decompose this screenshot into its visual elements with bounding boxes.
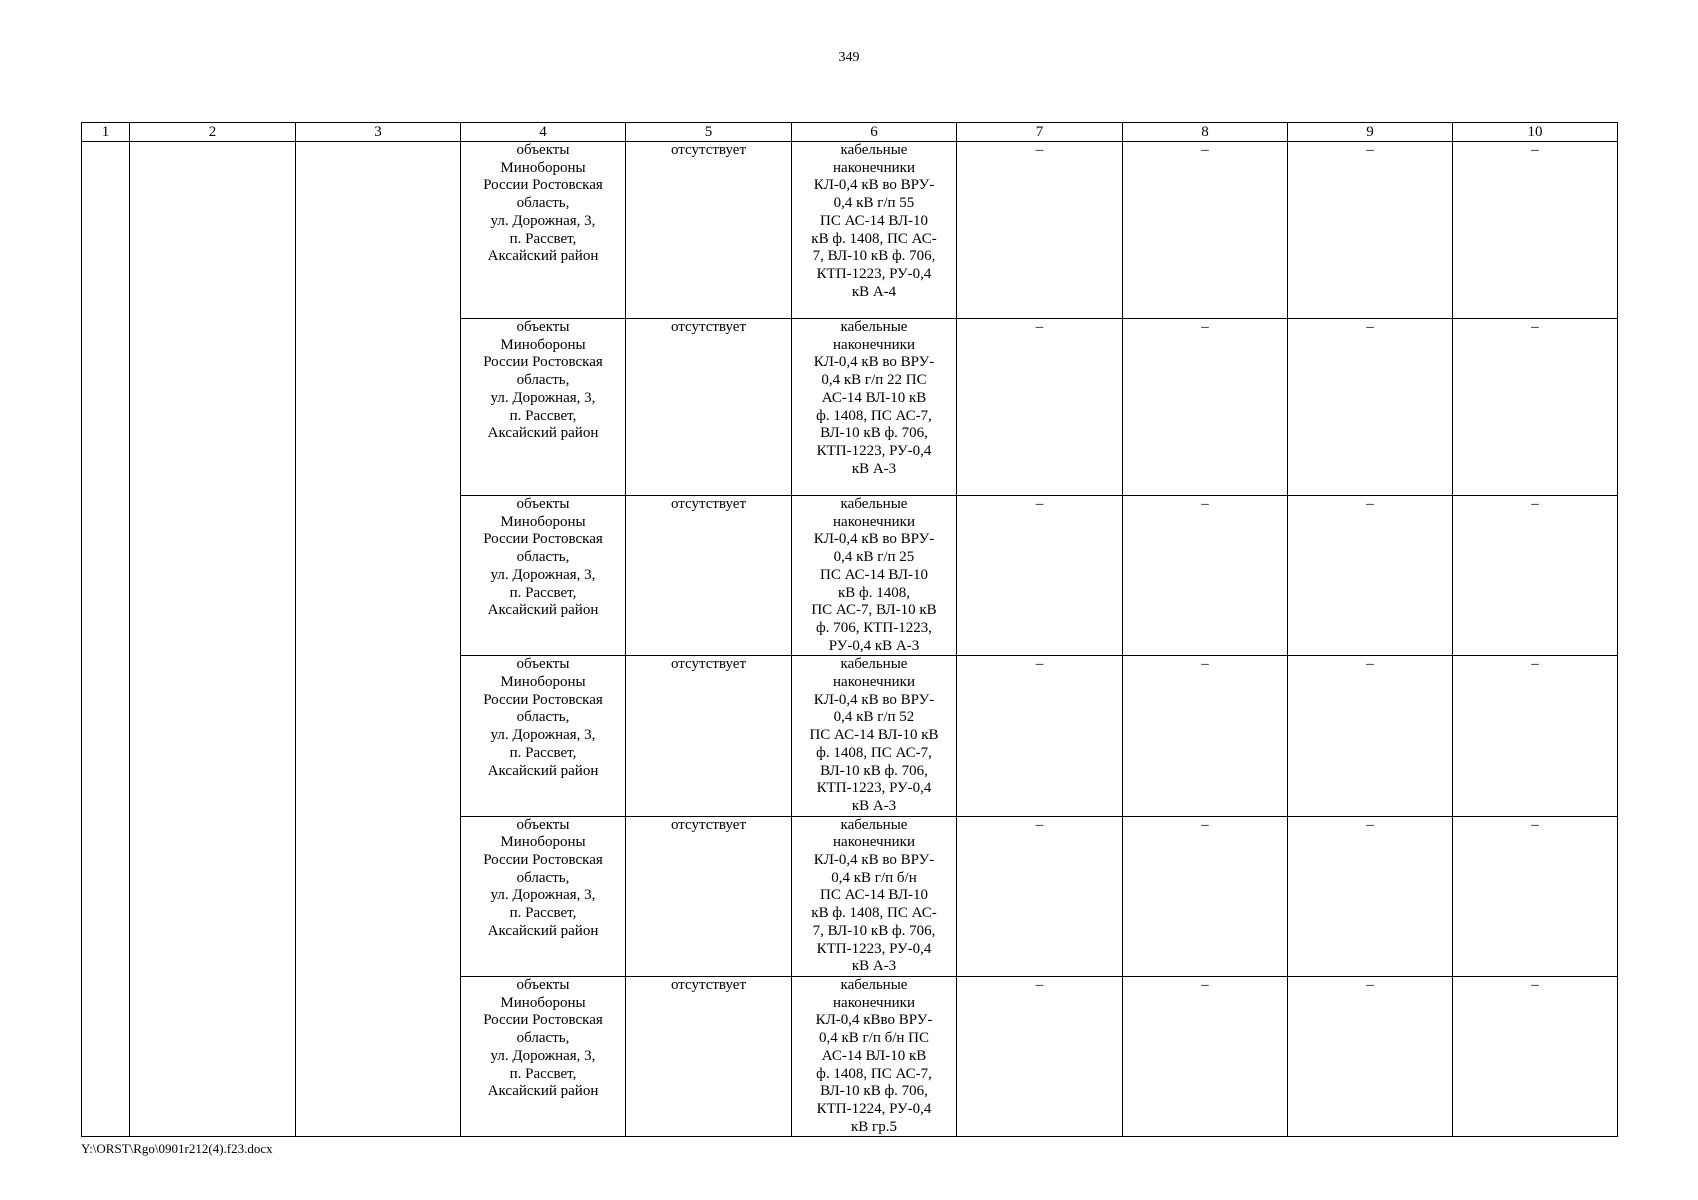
dash-cell: – — [1288, 816, 1453, 976]
location-text: объекты Минобороны России Ростовская область, ул. Дорожная, 3, п. Рассвет, Аксайский район — [483, 976, 603, 1100]
description-text: кабельные наконечники КЛ-0,4 кВ во ВРУ- 0,4 кВ г/п б/н ПС АС-14 ВЛ-10 кВ ф. 1408, ПС АС- 7, ВЛ-10 кВ ф. 706, КТП-1223, РУ-0,4 кВ А-3 — [811, 816, 937, 975]
column-header: 1 — [82, 123, 130, 142]
status-text: отсутствует — [670, 319, 747, 335]
description-text: кабельные наконечники КЛ-0,4 кВ во ВРУ- 0,4 кВ г/п 25 ПС АС-14 ВЛ-10 кВ ф. 1408, ПС АС-7, ВЛ-10 кВ ф. 706, КТП-1223, РУ-0,4 кВ А-3 — [811, 496, 937, 654]
object-type-cell — [296, 142, 461, 1137]
status-cell — [626, 496, 792, 656]
column-header: 2 — [130, 123, 296, 142]
dash-cell: – — [1453, 816, 1618, 976]
description-cell — [792, 656, 957, 816]
dash-cell: – — [1453, 496, 1618, 656]
column-header: 4 — [461, 123, 626, 142]
location-text: объекты Минобороны России Ростовская область, ул. Дорожная, 3, п. Рассвет, Аксайский район — [483, 656, 603, 779]
column-header: 3 — [296, 123, 461, 142]
status-text: отсутствует — [670, 496, 747, 512]
description-text: кабельные наконечники КЛ-0,4 кВ во ВРУ- 0,4 кВ г/п 22 ПС АС-14 ВЛ-10 кВ ф. 1408, ПС АС-7, ВЛ-10 кВ ф. 706, КТП-1223, РУ-0,4 кВ А-3 — [813, 319, 935, 477]
dash-cell: – — [1288, 656, 1453, 816]
status-text: отсутствует — [670, 976, 747, 993]
dash-cell: – — [1288, 976, 1453, 1136]
dash-cell: – — [957, 816, 1123, 976]
column-header: 10 — [1453, 123, 1618, 142]
dash-cell: – — [957, 656, 1123, 816]
dash-cell: – — [1123, 816, 1288, 976]
description-text: кабельные наконечники КЛ-0,4 кВ во ВРУ- 0,4 кВ г/п 55 ПС АС-14 ВЛ-10 кВ ф. 1408, ПС АС- 7, ВЛ-10 кВ ф. 706, КТП-1223, РУ-0,4 кВ А-4 — [811, 142, 937, 300]
column-header: 5 — [626, 123, 792, 142]
dash-cell: – — [1453, 656, 1618, 816]
table-row — [82, 142, 1618, 319]
location-cell — [461, 319, 626, 496]
status-text: отсутствует — [670, 656, 747, 673]
location-cell — [461, 656, 626, 816]
dash-cell: – — [957, 319, 1123, 496]
dash-cell: – — [1123, 142, 1288, 319]
footer-file-path: Y:\ORST\Rgo\0901r212(4).f23.docx — [81, 1141, 273, 1156]
dash-cell: – — [1453, 976, 1618, 1136]
dash-cell: – — [1123, 656, 1288, 816]
dash-cell: – — [1288, 319, 1453, 496]
status-text: отсутствует — [670, 816, 747, 833]
description-text: кабельные наконечники КЛ-0,4 кВво ВРУ- 0,4 кВ г/п б/н ПС АС-14 ВЛ-10 кВ ф. 1408, ПС АС-7, ВЛ-10 кВ ф. 706, КТП-1224, РУ-0,4 кВ гр.5 — [815, 976, 933, 1135]
status-cell — [626, 976, 792, 1136]
location-cell — [461, 142, 626, 319]
dash-cell: – — [1453, 142, 1618, 319]
status-cell — [626, 816, 792, 976]
row-number-cell — [82, 142, 130, 1137]
status-text: отсутствует — [670, 142, 747, 158]
page-number: 349 — [838, 50, 860, 65]
location-text: объекты Минобороны России Ростовская область, ул. Дорожная, 3, п. Рассвет, Аксайский район — [483, 496, 603, 619]
column-header: 6 — [792, 123, 957, 142]
status-cell — [626, 142, 792, 319]
column-header: 9 — [1288, 123, 1453, 142]
dash-cell: – — [957, 496, 1123, 656]
status-cell — [626, 319, 792, 496]
description-cell — [792, 142, 957, 319]
dash-cell: – — [957, 976, 1123, 1136]
object-name-cell — [130, 142, 296, 1137]
dash-cell: – — [1288, 142, 1453, 319]
location-text: объекты Минобороны России Ростовская область, ул. Дорожная, 3, п. Рассвет, Аксайский район — [483, 142, 603, 265]
status-cell — [626, 656, 792, 816]
description-text: кабельные наконечники КЛ-0,4 кВ во ВРУ- 0,4 кВ г/п 52 ПС АС-14 ВЛ-10 кВ ф. 1408, ПС АС-7, ВЛ-10 кВ ф. 706, КТП-1223, РУ-0,4 кВ А-3 — [809, 656, 939, 814]
dash-cell: – — [1123, 976, 1288, 1136]
column-header: 8 — [1123, 123, 1288, 142]
dash-cell: – — [1288, 496, 1453, 656]
location-text: объекты Минобороны России Ростовская область, ул. Дорожная, 3, п. Рассвет, Аксайский район — [483, 816, 603, 939]
column-header: 7 — [957, 123, 1123, 142]
dash-cell: – — [1453, 319, 1618, 496]
dash-cell: – — [1123, 319, 1288, 496]
description-cell — [792, 816, 957, 976]
location-text: объекты Минобороны России Ростовская область, ул. Дорожная, 3, п. Рассвет, Аксайский район — [483, 319, 603, 442]
description-cell — [792, 496, 957, 656]
dash-cell: – — [957, 142, 1123, 319]
dash-cell: – — [1123, 496, 1288, 656]
column-number-row — [82, 123, 1618, 142]
location-cell — [461, 976, 626, 1136]
data-table — [81, 122, 1618, 1137]
location-cell — [461, 816, 626, 976]
description-cell — [792, 319, 957, 496]
location-cell — [461, 496, 626, 656]
description-cell — [792, 976, 957, 1136]
